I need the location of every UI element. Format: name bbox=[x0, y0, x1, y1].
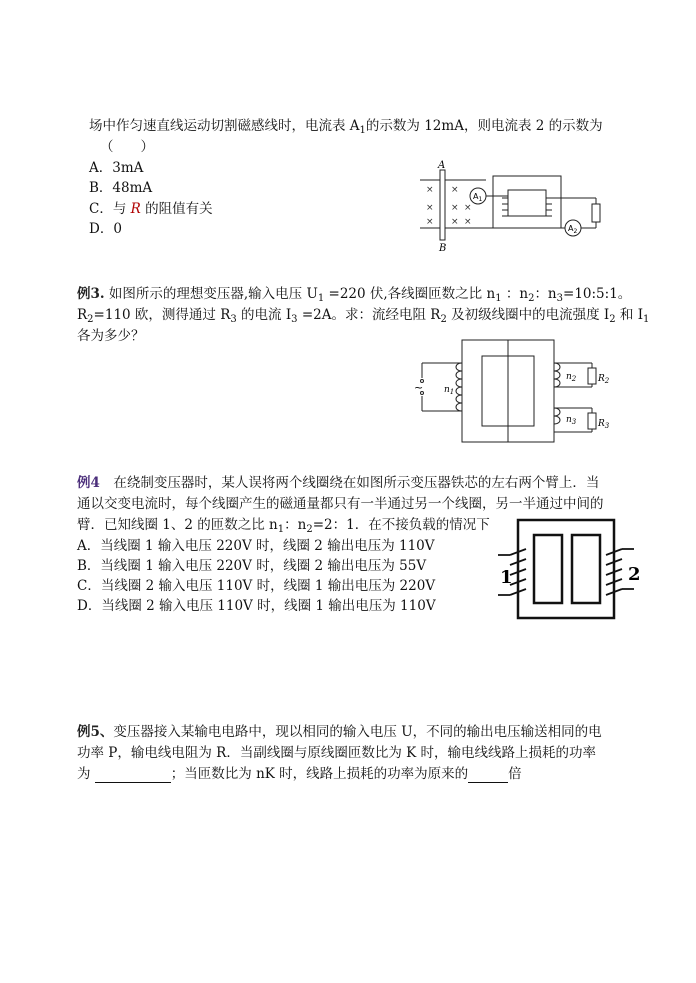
ex3-label: 例3. bbox=[77, 286, 105, 302]
field-mark: × bbox=[426, 217, 434, 227]
ex4-line-2: 通以交变电流时，每个线圈产生的磁通量都只有一半通过另一个线圈，另一半通过中间的 bbox=[77, 496, 604, 512]
ex5-line-3: 为 ；当匝数比为 nK 时，线路上损耗的功率为原来的 倍 bbox=[77, 766, 522, 782]
winding-n3-label: $n_3$ bbox=[566, 415, 577, 426]
field-mark: × bbox=[451, 185, 459, 195]
rod-top-label: A bbox=[438, 160, 446, 171]
ex4-line-3: 臂．已知线圈 1、2 的匝数之比 $n_1$：$n_2=2$：1．在不接负载的情况下 bbox=[77, 517, 490, 535]
q2-answer-paren: （ ） bbox=[100, 139, 154, 155]
field-mark: × bbox=[426, 203, 434, 213]
q2-option-a: A．3mA bbox=[89, 160, 144, 176]
ex3-line-1: 例3. 如图所示的理想变压器,输入电压 $U_1 =220$ 伏,各线圈匝数之比 $n_1$ ：$n_2$：$n_3=10:5:1$。 bbox=[77, 286, 632, 304]
ex4-label: 例4 bbox=[77, 475, 100, 491]
coil-2-label: 2 bbox=[628, 564, 641, 585]
winding-n2-label: $n_2$ bbox=[566, 372, 577, 383]
ex3-line-2: $R_2=110$ 欧，测得通过 $R_3$ 的电流 $I_3 =2A$。求：流经电阻 $R_2$ 及初级线圈中的电流强度 $I_2$ 和 $I_1$ bbox=[77, 307, 650, 325]
ex4-line-1: 例4 在绕制变压器时，某人误将两个线圈绕在如图所示变压器铁芯的左右两个臂上．当 bbox=[77, 475, 600, 491]
field-mark: × bbox=[464, 217, 472, 227]
q2-stem: 场中作匀速直线运动切割磁感线时，电流表 $A_1$的示数为 12mA，则电流表 2 的示数为 bbox=[89, 118, 603, 136]
ex3-figure-transformer bbox=[410, 338, 615, 450]
ex4-figure-iron-core bbox=[496, 515, 644, 623]
winding-n1-label: $n_1$ bbox=[444, 385, 455, 396]
answer-blank-1[interactable] bbox=[95, 768, 171, 783]
ex4-option-a: A．当线圈 1 输入电压 220V 时，线圈 2 输出电压为 110V bbox=[77, 538, 435, 554]
resistor-r2-label: $R_2$ bbox=[598, 374, 610, 385]
ex5-line-2: 功率 P，输电线电阻为 R．当副线圈与原线圈匝数比为 K 时，输电线线路上损耗的功率 bbox=[77, 745, 596, 761]
field-mark: × bbox=[451, 203, 459, 213]
rod-bottom-label: B bbox=[439, 243, 447, 254]
field-mark: × bbox=[464, 203, 472, 213]
q2-figure-transformer-rails bbox=[418, 158, 608, 254]
ammeter-a2-label: $A_2$ bbox=[568, 224, 578, 235]
ac-source-symbol: ~ bbox=[414, 381, 424, 394]
ammeter-a1-label: $A_1$ bbox=[473, 192, 483, 203]
q2-option-c: C．与 R 的阻值有关 bbox=[89, 201, 213, 217]
ex4-option-b: B．当线圈 1 输入电压 220V 时，线圈 2 输出电压为 55V bbox=[77, 558, 427, 574]
ex4-option-c: C．当线圈 2 输入电压 110V 时，线圈 1 输出电压为 220V bbox=[77, 578, 436, 594]
ex5-label: 例5、 bbox=[77, 724, 114, 740]
answer-blank-2[interactable] bbox=[468, 768, 508, 783]
ex5-line-1: 例5、变压器接入某输电电路中，现以相同的输入电压 U，不同的输出电压输送相同的电 bbox=[77, 724, 602, 740]
ex3-line-3: 各为多少？ bbox=[77, 328, 145, 344]
q2-option-d: D．0 bbox=[89, 221, 122, 237]
q2-option-b: B．48mA bbox=[89, 180, 153, 196]
resistor-r3-label: $R_3$ bbox=[598, 419, 610, 430]
coil-1-label: 1 bbox=[500, 567, 513, 588]
ex4-option-d: D．当线圈 2 输入电压 110V 时，线圈 1 输出电压为 110V bbox=[77, 598, 436, 614]
field-mark: × bbox=[451, 217, 459, 227]
field-mark: × bbox=[426, 185, 434, 195]
